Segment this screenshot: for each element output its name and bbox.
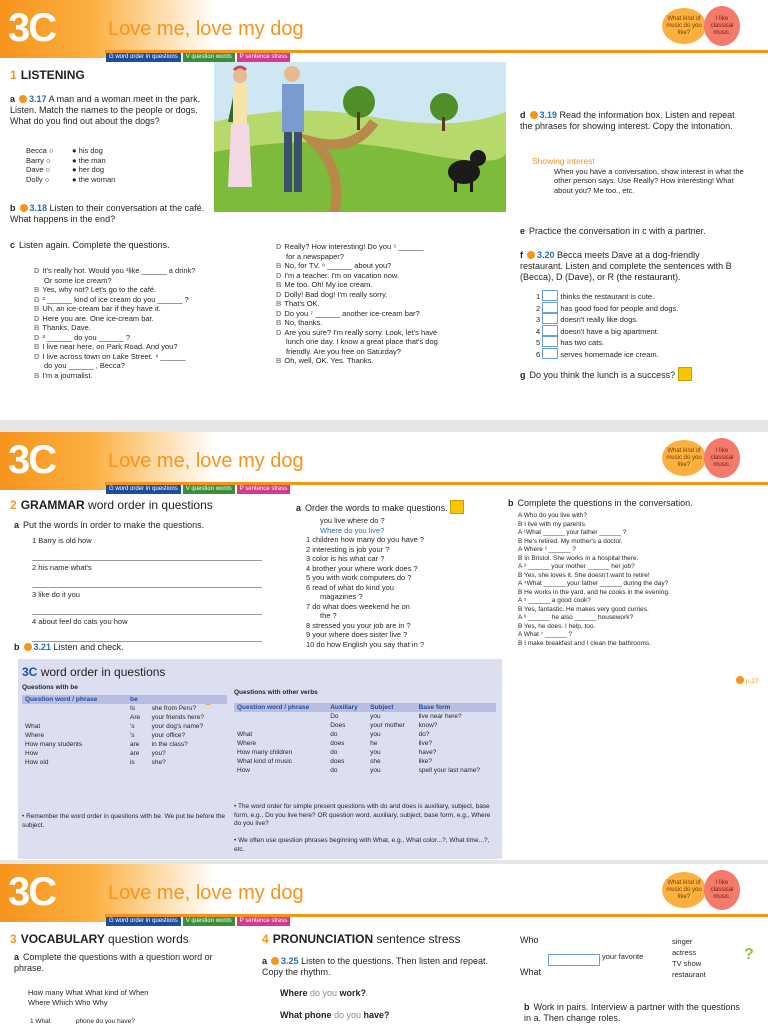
exercise-4a: a 3.25 Listen to the questions. Then listen and repeat. Copy the rhythm. xyxy=(262,956,489,977)
exercise-complete-b: b Complete the questions in the conversation. xyxy=(508,498,693,508)
audio-icon[interactable] xyxy=(271,957,279,965)
page-reference[interactable]: p.27 xyxy=(736,676,759,687)
exercise-1c: c Listen again. Complete the questions. xyxy=(10,240,170,250)
dialogue-part-1: D It's really hot. Would you ¹like ______ a drink? Or some ice cream? B Yes, why not? Let's go to the café. D ² ______ kind of ice cream do you ______ ? B Uh, an ice-cream bar if they have it. D Here you are. One ice-cream bar. B Thanks, Dave. D ³ ______ do you ______ ? B I live near here, on Park Road. And you? D I live across town on Lake Street. ⁴ ______ do you ______ , Becca? B I'm a journalist. xyxy=(34,266,196,380)
topic-tags xyxy=(106,53,290,62)
unit-number: 3C xyxy=(8,6,56,50)
dialogue-part-2: D Really? How interesting! Do you ⁵ ______ for a newspaper? B No, for TV. ⁶ ______ about you? D I'm a teacher. I'm on vacation now. B Me too. Oh! My ice cream. D Dolly! Bad dog! I'm really sorry. B That's OK. D Do you ⁷ ______ another ice-cream bar? B No, thanks. D Are you sure? I'm really sorry. Look, let's have lunch one day. I know a great place that's dog friendly. Are you free on Saturday? B Oh, well, OK. Yes. Thanks. xyxy=(276,242,438,365)
audio-icon[interactable] xyxy=(530,111,538,119)
be-table: Question word / phrase be Is she from Peru? Are your friends here? What 's your dog's name? Where 's your office? How many students are in the class? How are you? How old is she? xyxy=(22,695,227,767)
game-answer-box[interactable] xyxy=(548,954,600,966)
tag-grammar: G word order in questions xyxy=(106,53,181,62)
park-illustration xyxy=(214,62,506,212)
pencil-icon xyxy=(678,367,692,381)
audio-icon[interactable] xyxy=(24,643,32,651)
exercise-1f-items: 1 thinks the restaurant is cute. 2 has good food for people and dogs. 3 doesn't really like dogs. 4 doesn't have a big apartment. 5 has two cats. 6 serves homemade ice cream. xyxy=(536,292,679,359)
speech-bubble-answer: I like classical music. xyxy=(704,6,740,46)
exercise-1d: d 3.19 Read the information box. Listen and repeat the phrases for showing interest. Copy the intonation. xyxy=(520,110,735,131)
audio-icon[interactable] xyxy=(527,251,535,259)
tag-pronunciation: P sentence stress xyxy=(237,53,291,62)
other-verbs-table: Question word / phrase Auxiliary Subject Base form Do you live near here? Does your mother know? What do you do? Where does he live? How many children do you have? What kind of music does she like? How do you spell your last name? xyxy=(234,703,496,775)
exercise-1e: e Practice the conversation in c with a partner. xyxy=(520,226,706,236)
be-table-title: Questions with be xyxy=(22,684,78,691)
tag-vocabulary: V question words xyxy=(183,53,235,62)
section-listening-heading: 1 LISTENING xyxy=(10,68,85,82)
matching-names: Becca ○ Barry ○ Dave ○ Dolly ○ xyxy=(26,146,54,184)
exercise-order-a: a Order the words to make questions. xyxy=(296,500,464,514)
grammar-box xyxy=(18,659,502,859)
exercise-1b: b 3.18 Listen to their conversation at the café. What happens in the end? xyxy=(10,203,205,224)
exercise-3a: a Complete the questions with a question word or phrase. xyxy=(14,952,213,973)
other-verbs-note-1: • The word order for simple present questions with do and does is auxiliary, subject, base form, e.g., Do you live here? OR question word, auxiliary, subject, base form, e.g., Where do you live? xyxy=(234,803,491,827)
unit-title: Love me, love my dog xyxy=(108,18,304,40)
exercise-4b: b Work in pairs. Interview a partner with the questions in a. Then change roles. xyxy=(524,1002,740,1023)
exercise-2a-items: 1 Barry is old how 2 his name what's 3 like do it you 4 about feel do cats you how xyxy=(32,536,262,642)
exercise-order-items: you live where do ? Where do you live? 1 children how many do you have ? 2 interesting is job your ? 3 color is his what car ? 4 brother your where work does ? 5 you with work computers do ? 6 read of what do kind you magazines ? 7 do what does weekend he on the ? 8 stressed you your job are in ? 9 your where does sister live ? 10 do how English you say that in ? xyxy=(306,516,424,649)
page-listening xyxy=(0,0,768,420)
matching-options: ● his dog ● the man ● her dog ● the woman xyxy=(72,146,116,184)
be-note: • Remember the word order in questions with be. We put be before the subject. xyxy=(22,813,226,829)
speech-bubble-question: What kind of music do you like? xyxy=(662,8,706,44)
pencil-icon xyxy=(450,500,464,514)
exercise-2b: b 3.21 Listen and check. xyxy=(14,642,124,652)
section-pronunciation-heading: 4 PRONUNCIATION sentence stress xyxy=(262,932,461,946)
section-grammar-heading: 2 GRAMMAR word order in questions xyxy=(10,498,213,512)
other-verbs-note-2: • We often use question phrases beginning with What, e.g., What color...?, What time...?, etc. xyxy=(234,837,490,853)
exercise-complete-lines: A Who do you live with? B I live with my parents. A ¹What ______ your father ______ ? B He's retired. My mother's a doctor. A Where ² ______ ? B In Bristol. She works in a hospital there. A ³ ______ your mother ______ her job? B Yes, she loves it. She doesn't want to retire! A ⁴What ______ your father ______ during the day? B He works in the yard, and he cooks in the evening. A ⁵ ______ a good cook? B Yes, fantastic. He makes very good curries. A ⁶ ______ he also ______ housework? B Yes, he does. I help, too. A What ⁷ ______ ? B I make breakfast and I clean the bathrooms. xyxy=(518,512,670,647)
exercise-1f: f 3.20 Becca meets Dave at a dog-friendly restaurant. Listen and complete the sentences with B (Becca), D (Dave), or R (the restaurant). xyxy=(520,250,732,282)
audio-icon[interactable] xyxy=(19,95,27,103)
exercise-1g: g Do you think the lunch is a success? xyxy=(520,367,742,381)
info-box-text: When you have a conversation, show interest in what the other person says. Use Really? How interesting! What about you? Me too., etc. xyxy=(554,166,744,195)
info-box-showing-interest xyxy=(532,157,748,195)
section-vocabulary-heading: 3 VOCABULARY question words xyxy=(10,932,189,946)
stress-example-2: What phone do you have? xyxy=(280,1010,390,1020)
exercise-1a: a 3.17 A man and a woman meet in the park. Listen. Match the names to the people or dogs. What do you find out about the dogs? xyxy=(10,94,201,126)
word-bank: How many What What kind of When Where Which Who Why xyxy=(28,988,149,1007)
page-grammar xyxy=(0,432,768,860)
unit-header: 3C Love me, love my dog G word order in questions V question words P sentence stress What kind of music do you like? I like classical music. xyxy=(0,864,768,924)
audio-icon[interactable] xyxy=(20,204,28,212)
exercise-3a-item-1: 1 What ______ phone do you have? xyxy=(30,1018,135,1024)
page-vocabulary xyxy=(0,864,768,1024)
exercise-2a: a Put the words in order to make the questions. xyxy=(14,520,205,530)
other-verbs-title: Questions with other verbs xyxy=(234,689,318,696)
question-game: Who What your favorite singer actress TV show restaurant ? xyxy=(520,935,754,979)
info-box-title: Showing interest xyxy=(532,156,595,166)
unit-header xyxy=(0,0,768,60)
grammar-box-title: 3C word order in questions xyxy=(22,665,166,679)
stress-example-1: Where do you work? xyxy=(280,988,367,998)
unit-header: 3C Love me, love my dog G word order in questions V question words P sentence stress What kind of music do you like? I like classical music. xyxy=(0,432,768,492)
